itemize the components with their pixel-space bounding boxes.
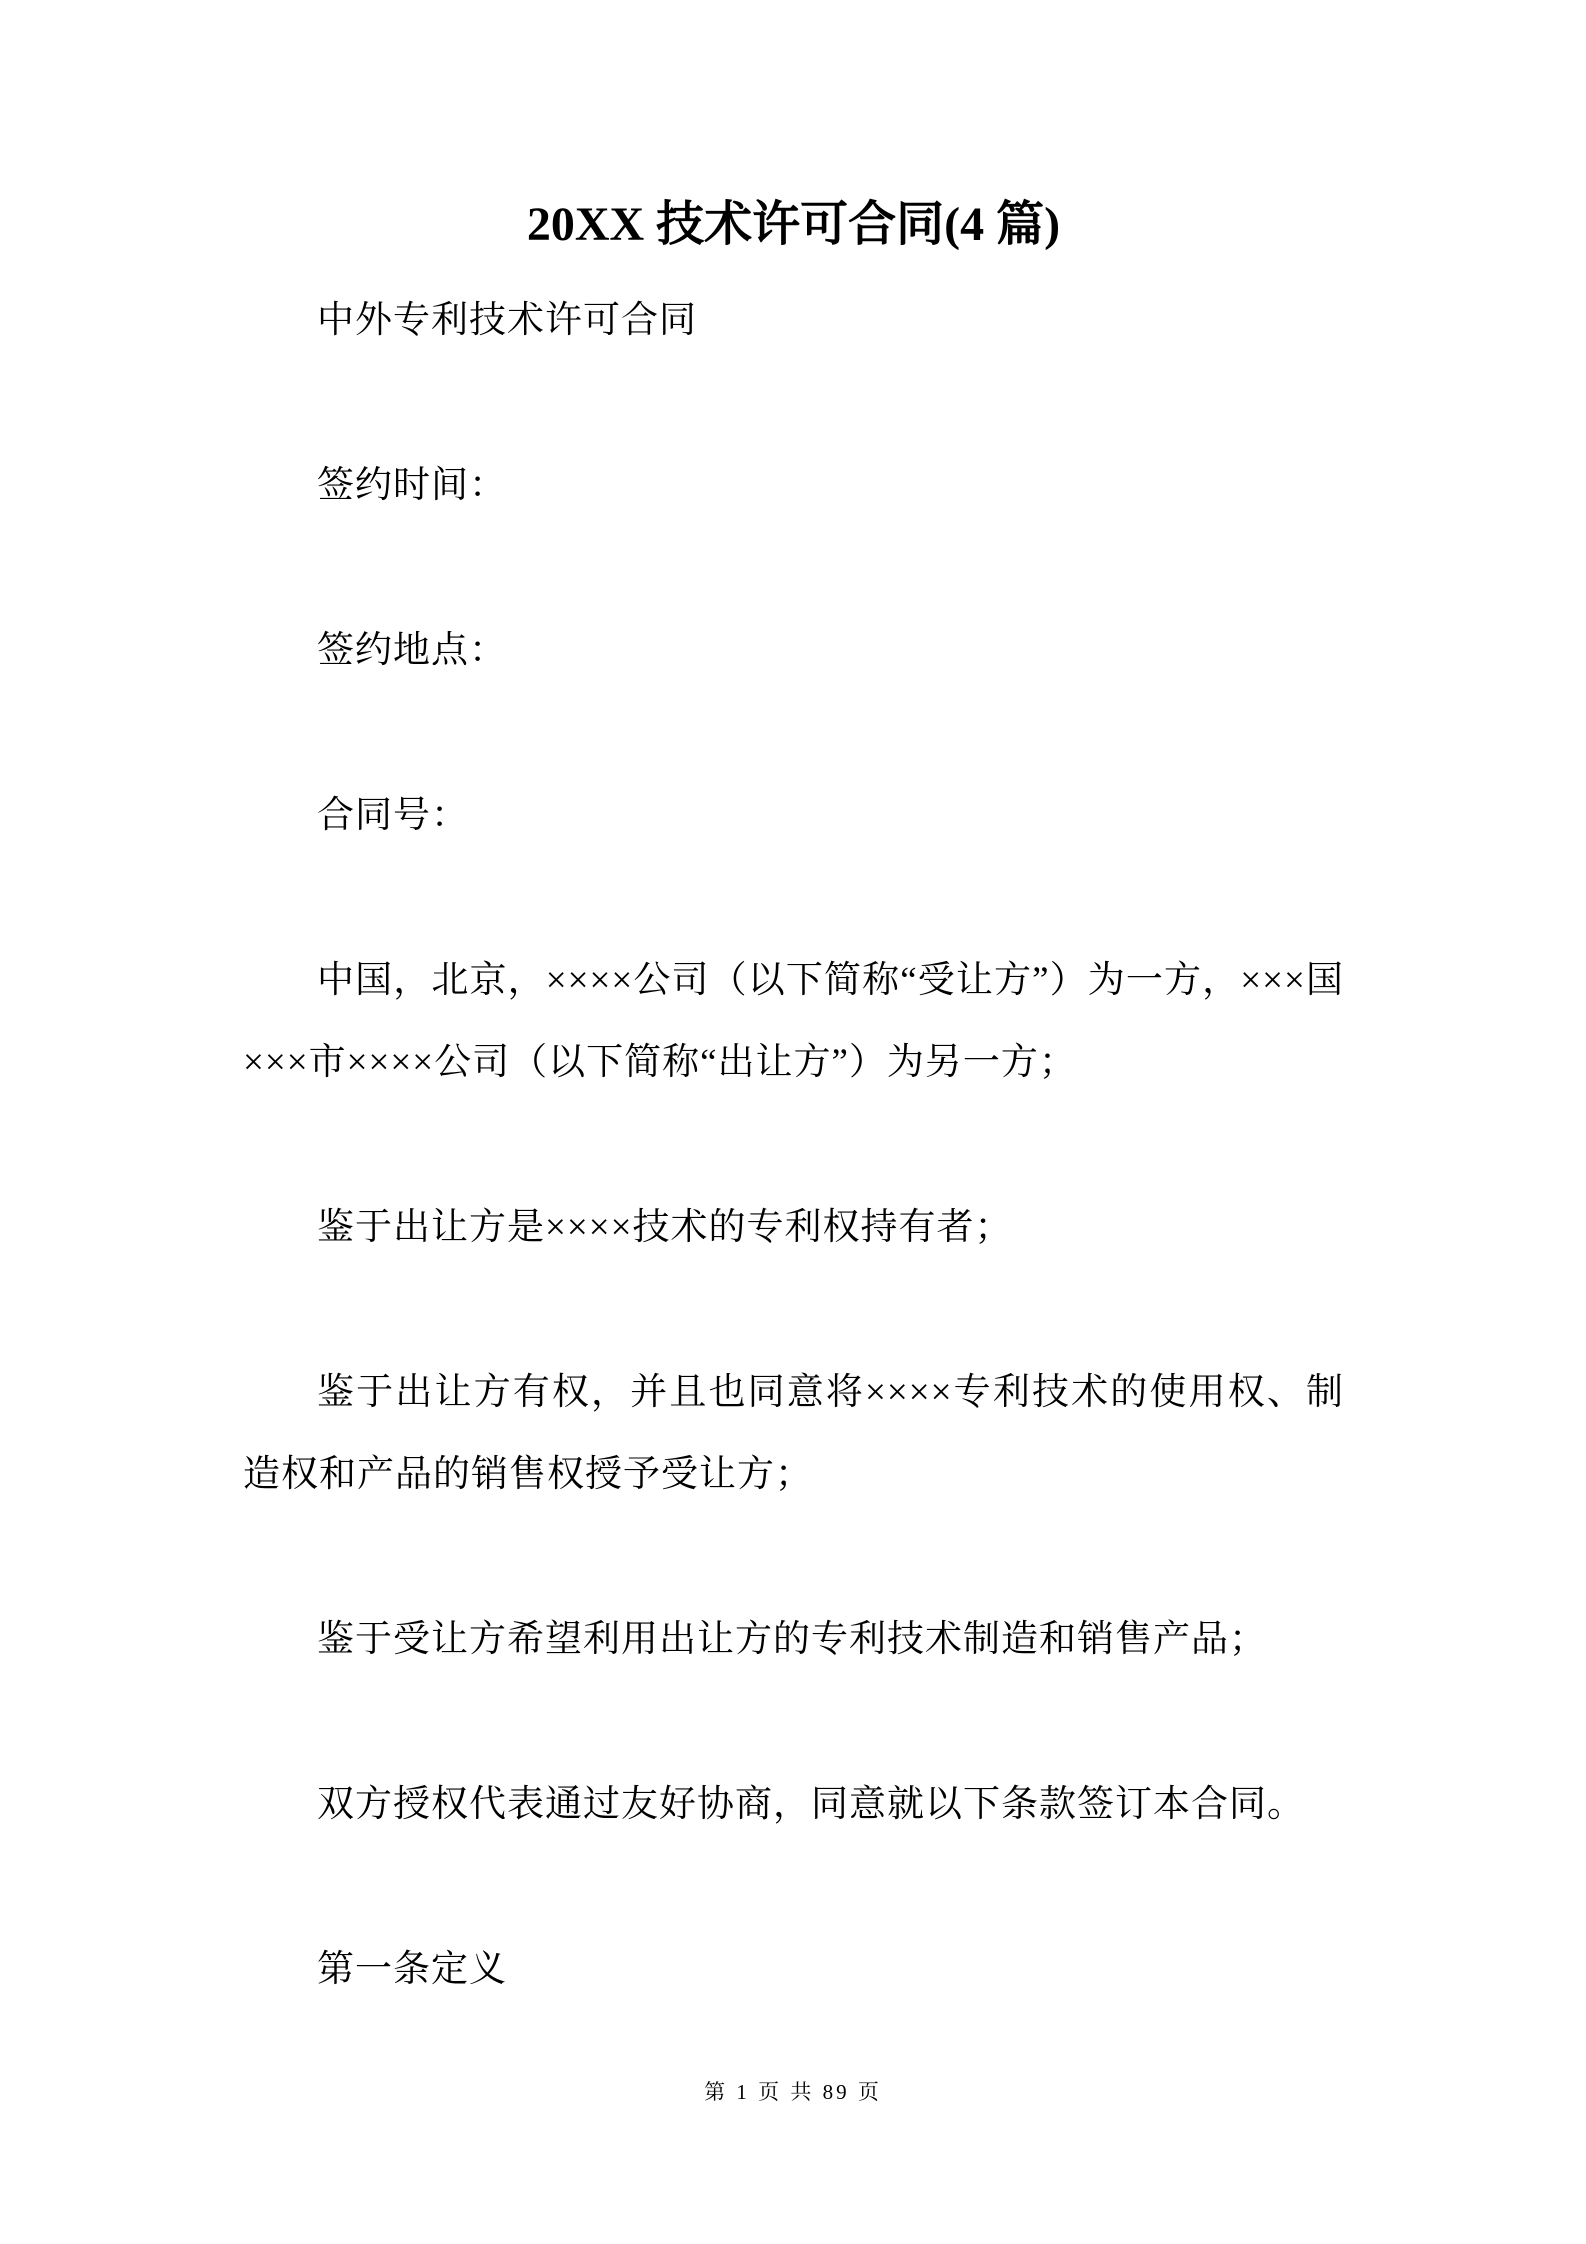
paragraph-signing-time: 签约时间：	[317, 465, 507, 506]
paragraph-contract-number: 合同号：	[317, 795, 469, 836]
paragraph-whereas-licensee-wish: 鉴于受让方希望利用出让方的专利技术制造和销售产品；	[317, 1619, 1267, 1660]
paragraph-agreement-statement: 双方授权代表通过友好协商，同意就以下条款签订本合同。	[317, 1784, 1305, 1825]
page-number-text: 第 1 页 共 89 页	[704, 2080, 882, 2104]
paragraph-article-1-definitions: 第一条定义	[317, 1949, 507, 1990]
paragraph-whereas-patent-holder: 鉴于出让方是××××技术的专利权持有者；	[317, 1207, 1013, 1248]
paragraph-whereas-rights-grant: 鉴于出让方有权，并且也同意将××××专利技术的使用权、制造权和产品的销售权授予受让方；	[243, 1372, 1344, 1495]
paragraph-parties: 中国，北京，××××公司（以下简称“受让方”）为一方，×××国×××市××××公司（以下简称“出让方”）为另一方；	[243, 960, 1344, 1083]
paragraph-subtitle: 中外专利技术许可合同	[317, 300, 697, 341]
document-title: 20XX 技术许可合同(4 篇)	[526, 198, 1061, 251]
document-body	[243, 280, 1344, 2011]
page-footer	[0, 2078, 1586, 2106]
paragraph-signing-place: 签约地点：	[317, 630, 507, 671]
